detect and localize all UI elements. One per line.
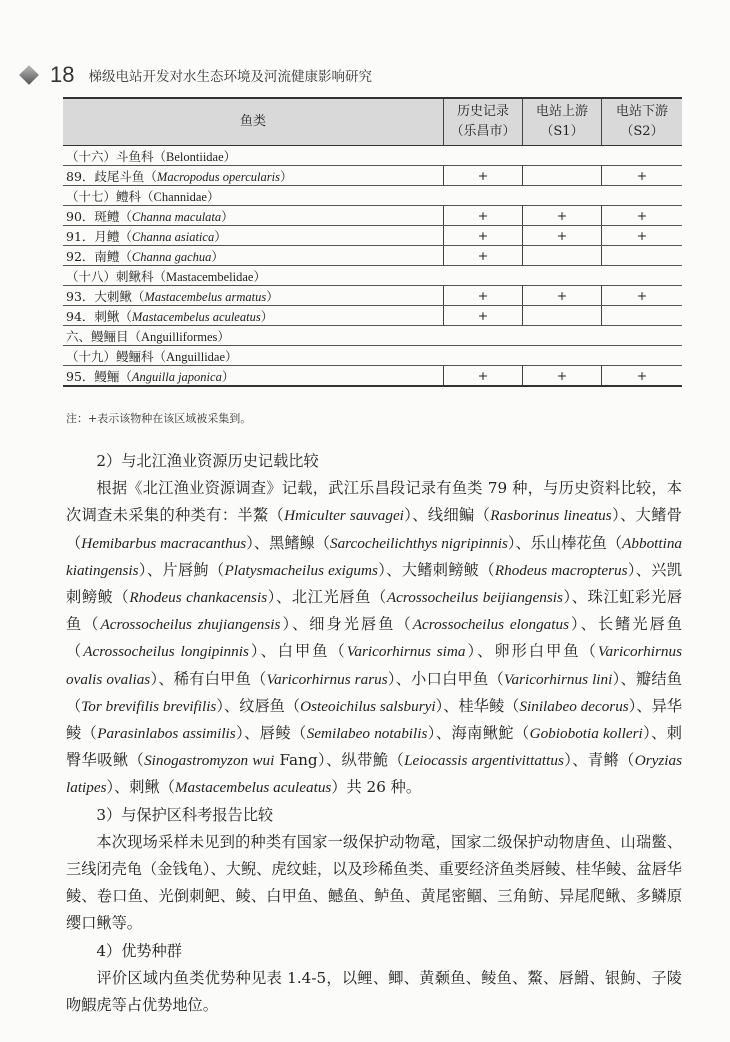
latin-name: Mastacembelus armatus — [144, 289, 267, 304]
table-row — [63, 246, 682, 266]
presence-mark-downstream: + — [602, 286, 683, 306]
latin-name: Hmiculter sauvagei — [284, 507, 404, 525]
table-row — [63, 166, 682, 186]
latin-name: Channa asiatica — [131, 229, 215, 244]
closing-paren: ） — [266, 288, 279, 304]
latin-name: Anguillidae — [166, 349, 226, 364]
text-run: ）、线细鳊（ — [403, 506, 491, 525]
fish-name-cell — [63, 366, 444, 387]
table-note: 注：+表示该物种在该区域被采集到。 — [66, 412, 252, 425]
presence-mark-history: + — [444, 306, 523, 326]
header-line: （乐昌市） — [450, 124, 516, 139]
column-header-fish: 鱼类 — [63, 98, 444, 146]
text-run: ）、瓣结鱼（ — [66, 669, 683, 715]
fish-name-cell — [63, 306, 444, 326]
text-run: 根据《北江渔业资源调查》记载，武江乐昌段记录有鱼类 79 种，与历史资料比较，本次调查未采集的种类有：半鰲（ — [66, 479, 682, 525]
presence-mark-history: + — [444, 286, 523, 306]
text-run: ）、异华鲮（ — [66, 696, 683, 743]
section-heading — [66, 938, 682, 965]
presence-mark-upstream — [523, 306, 602, 326]
latin-name: Rhodeus macropterus — [494, 561, 628, 579]
text-run: ）、青鳉（ — [563, 751, 635, 770]
latin-name: Sinilabeo decorus — [519, 697, 629, 715]
text-run: ）、长鳍光唇鱼（ — [66, 615, 683, 661]
latin-name: Varicorhirnus rarus — [266, 670, 388, 688]
body-text — [66, 448, 682, 1019]
fish-name-cell — [63, 186, 682, 206]
table-group-row — [63, 326, 682, 346]
latin-name: Belontiidae — [166, 149, 224, 164]
presence-mark-downstream: + — [602, 166, 683, 186]
closing-paren: ） — [206, 188, 220, 204]
closing-paren: ） — [225, 348, 238, 364]
section-heading — [66, 802, 682, 829]
presence-mark-downstream — [602, 246, 683, 266]
book-title: 梯级电站开发对水生态环境及河流健康影响研究 — [88, 69, 372, 85]
table-header-row — [63, 98, 682, 146]
latin-name: Semilabeo notabilis — [306, 725, 428, 743]
fish-name-cell — [63, 206, 444, 226]
closing-paren: ） — [260, 308, 274, 324]
latin-name: Hemibarbus macracanthus — [81, 534, 247, 552]
latin-name: Anguilla japonica — [131, 369, 222, 384]
latin-name: Sarcocheilichthys nigripinnis — [329, 534, 508, 552]
text-run: ）、黑鳍鳈（ — [246, 533, 330, 552]
latin-name: Osteoichilus salsburyi — [300, 697, 436, 715]
table-row — [63, 366, 682, 387]
chinese-name: 六、鳗鲡目（ — [66, 328, 142, 344]
running-header — [22, 62, 372, 88]
text-run: ）、卵形白甲鱼（ — [465, 642, 598, 661]
presence-mark-downstream: + — [602, 226, 683, 246]
latin-name: Mastacembelus aculeatus — [174, 779, 332, 797]
latin-name: Acrossocheilus zhujiangensis — [100, 616, 281, 634]
presence-mark-upstream: + — [523, 226, 602, 246]
fish-name-cell — [63, 346, 682, 366]
table-group-row — [63, 266, 682, 286]
text-run: ）、乐山棒花鱼（ — [507, 533, 623, 552]
text-run: ）、细身光唇鱼（ — [280, 615, 413, 634]
closing-paren: ） — [223, 148, 237, 164]
text-run: ）、片唇鮈（ — [138, 560, 225, 579]
fish-species-table — [63, 97, 682, 387]
table-row — [63, 306, 682, 326]
chinese-name: （十九）鳗鲡科（ — [66, 348, 167, 364]
text-run: ）、小口白甲鱼（ — [387, 669, 504, 688]
chinese-name: （十八）刺鳅科（ — [66, 268, 167, 284]
latin-name: Parasinlabos assimilis — [97, 725, 236, 743]
latin-name: Channa maculata — [131, 209, 222, 224]
chinese-name: （十六）斗鱼科（ — [66, 148, 167, 164]
table-group-row — [63, 346, 682, 366]
text-run: ）、北江光唇鱼（ — [267, 588, 387, 607]
text-run: 评价区域内鱼类优势种见表 1.4-5，以鲤、鲫、黄颡鱼、鲮鱼、鰲、唇䱻、银鮈、子陵吻鰕虎等占优势地位。 — [66, 968, 682, 1015]
paragraph — [66, 475, 682, 801]
latin-name: Acrossocheilus longipinnis — [83, 643, 249, 661]
presence-mark-history: + — [444, 226, 523, 246]
chinese-name: 92．南鳢（ — [66, 248, 132, 264]
text-run: ）、刺鳅（ — [106, 778, 175, 797]
latin-name: Anguilliformes — [141, 329, 218, 344]
text-run: ）、大鳍刺鳑鲏（ — [377, 560, 495, 579]
chinese-name: 93．大刺鳅（ — [66, 288, 145, 304]
chinese-name: 94．刺鳅（ — [66, 308, 132, 324]
presence-mark-downstream: + — [602, 366, 683, 387]
presence-mark-upstream — [523, 246, 602, 266]
latin-name: Rhodeus chankacensis — [129, 589, 268, 607]
closing-paren: ） — [253, 268, 266, 284]
header-line: （S2） — [620, 124, 664, 139]
text-run: 2）与北江渔业资源历史记载比较 — [96, 452, 319, 470]
fish-name-cell — [63, 326, 682, 346]
text-run: 4）优势种群 — [96, 941, 182, 960]
diamond-ornament-icon — [19, 65, 39, 85]
latin-name: Tor brevifilis brevifilis — [81, 697, 217, 715]
text-run: ）、稀有白甲鱼（ — [150, 669, 267, 688]
latin-name: Rasborinus lineatus — [490, 507, 612, 525]
page-number: 18 — [50, 62, 75, 87]
fish-name-cell — [63, 226, 444, 246]
latin-name: Acrossocheilus elongatus — [412, 616, 569, 634]
header-line: （S1） — [540, 124, 584, 139]
table-row — [63, 206, 682, 226]
chinese-name: 91．月鳢（ — [66, 228, 132, 244]
chinese-name: 89．歧尾斗鱼（ — [66, 168, 157, 184]
latin-name: Varicorhirnus sima — [346, 643, 466, 661]
table-row — [63, 286, 682, 306]
text-run: ）、兴凯刺鳑鲏（ — [66, 560, 682, 607]
latin-name: Gobiobotia kolleri — [529, 725, 643, 743]
latin-name: Acrossocheilus beijiangensis — [386, 589, 563, 607]
text-run: ）、海南鳅鮀（ — [427, 724, 530, 743]
fish-name-cell — [63, 266, 682, 286]
latin-name: Sinogastromyzon wui — [144, 752, 275, 770]
text-run: ）、白甲鱼（ — [248, 642, 347, 661]
presence-mark-upstream: + — [523, 286, 602, 306]
presence-mark-downstream — [602, 306, 683, 326]
column-header-downstream — [602, 98, 683, 146]
fish-name-cell — [63, 146, 682, 166]
closing-paren: ） — [221, 208, 234, 224]
closing-paren: ） — [211, 248, 224, 264]
header-line: 历史记录 — [456, 104, 509, 119]
fish-name-cell — [63, 286, 444, 306]
paragraph — [66, 965, 682, 1019]
latin-name: Platysmacheilus exigums — [224, 561, 378, 579]
header-line: 电站下游 — [615, 104, 668, 119]
latin-name: Abbottina kiatingensis — [66, 534, 683, 579]
presence-mark-history: + — [444, 246, 523, 266]
latin-name: Mastacembelidae — [166, 269, 254, 284]
table-group-row — [63, 146, 682, 166]
latin-name: Varicorhirnus lini — [503, 670, 613, 688]
closing-paren: ） — [221, 368, 235, 384]
table-row — [63, 226, 682, 246]
section-heading — [66, 448, 682, 475]
closing-paren: ） — [217, 328, 230, 344]
latin-name: Macropodus opercularis — [156, 169, 280, 184]
header-line: 电站上游 — [535, 104, 588, 119]
presence-mark-upstream — [523, 166, 602, 186]
latin-name: Mastacembelus aculeatus — [131, 309, 261, 324]
chinese-name: 95．鳗鲡（ — [66, 368, 132, 384]
fish-name-cell — [63, 246, 444, 266]
closing-paren: ） — [279, 168, 293, 184]
paragraph — [66, 829, 682, 938]
table-body — [63, 146, 682, 387]
table-group-row — [63, 186, 682, 206]
text-run: ）、刺臀华吸鳅（ — [66, 724, 682, 770]
fish-name-cell — [63, 166, 444, 186]
latin-name: Channidae — [153, 189, 207, 204]
presence-mark-history: + — [444, 166, 523, 186]
text-run: ）、桂华鲮（ — [435, 696, 520, 715]
text-run: ）、大鳍骨（ — [66, 506, 682, 552]
latin-name: Oryzias latipes — [66, 752, 683, 797]
text-run: ）、唇鲮（ — [235, 724, 307, 743]
chinese-name: 90．斑鳢（ — [66, 208, 132, 224]
presence-mark-history: + — [444, 206, 523, 226]
presence-mark-upstream: + — [523, 366, 602, 387]
text-run: ）、纹唇鱼（ — [216, 696, 301, 715]
text-run: 3）与保护区科考报告比较 — [96, 805, 274, 824]
closing-paren: ） — [214, 228, 227, 244]
text-run: ）、珠江虹彩光唇鱼（ — [66, 588, 683, 634]
column-header-upstream — [523, 98, 602, 146]
text-run: ）共 26 种。 — [331, 778, 422, 797]
text-run: 本次现场采样未见到的种类有国家一级保护动物鼋，国家二级保护动物唐鱼、山瑞鳖、三线闭壳龟（金钱龟）、大鲵、虎纹蛙，以及珍稀鱼类、重要经济鱼类唇鲮、桂华鲮、盆唇华鲮、卷口鱼、光倒刺鲃、鲮、白甲鱼、鳡鱼、鲈鱼、黄尾密鲴、三角鲂、异尾爬鳅、多鳞原缨口鳅等。 — [66, 832, 682, 933]
presence-mark-history: + — [444, 366, 523, 387]
chinese-name: （十七）鳢科（ — [66, 188, 154, 204]
presence-mark-downstream: + — [602, 206, 683, 226]
latin-name: Channa gachua — [131, 249, 212, 264]
text-run: Fang）、纵带鮠（ — [274, 751, 405, 770]
column-header-history — [444, 98, 523, 146]
latin-name: Leiocassis argentivittattus — [404, 752, 564, 770]
presence-mark-upstream: + — [523, 206, 602, 226]
latin-name: Varicorhirnus ovalis ovalias — [66, 643, 682, 688]
